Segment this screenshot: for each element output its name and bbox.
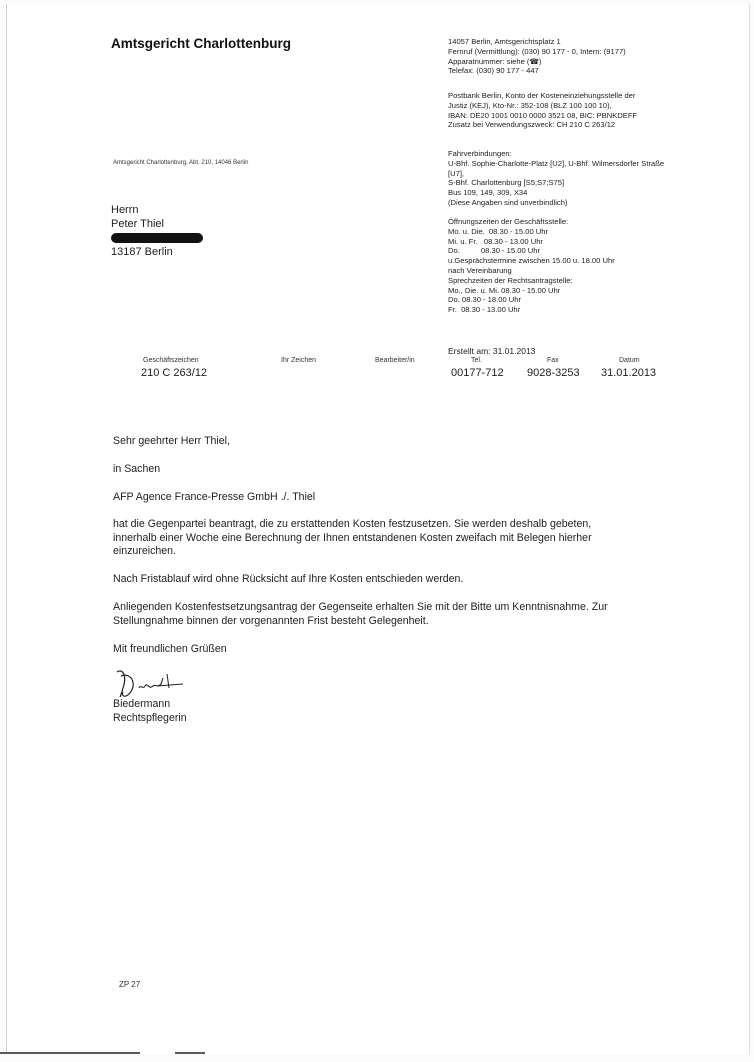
info-line: Justiz (KEJ), Kto-Nr.: 352-108 (BLZ 100 100 10), <box>448 100 612 110</box>
info-line: Zusatz bei Verwendungszweck: CH 210 C 263/12 <box>448 120 616 130</box>
info-line: Telefax: (030) 90 177 - 447 <box>448 66 539 76</box>
info-line: Mo. u. Die. 08.30 - 15.00 Uhr <box>448 226 549 236</box>
recipient-salutation: Herrn <box>111 204 139 216</box>
info-line: IBAN: DE20 1001 0010 0000 3521 08, BIC: PBNKDEFF <box>448 110 638 120</box>
info-line: Apparatnummer: siehe (☎) <box>448 56 542 66</box>
info-line: U-Bhf. Sophie-Charlotte-Platz [U2], U-Bhf. Wilmersdorfer Straße <box>448 158 665 168</box>
paragraph-enclosure <box>113 601 608 628</box>
info-line: nach Vereinbarung <box>448 265 512 275</box>
recipient-address <box>111 203 203 259</box>
info-line: S-Bhf. Charlottenburg [S5;S7;S75] <box>448 178 565 188</box>
paragraph-line: hat die Gegenpartei beantragt, die zu erstattenden Kosten festzusetzen. Sie werden deshalb gebeten, <box>113 518 592 530</box>
closing: Mit freundlichen Grüßen <box>113 643 227 655</box>
opening-hours-block <box>448 217 615 315</box>
label-case-number: Geschäftszeichen <box>143 357 199 364</box>
info-line: Fernruf (Vermittlung): (030) 90 177 - 0, Intern: (9177) <box>448 46 626 56</box>
label-clerk: Bearbeiter/in <box>375 357 415 364</box>
label-date: Datum <box>619 357 640 364</box>
letter-page <box>6 4 750 1054</box>
paragraph-line: Anliegenden Kostenfestsetzungsantrag der Gegenseite erhalten Sie mit der Bitte um Kenntnisnahme. Zur <box>113 601 608 613</box>
court-address-block <box>448 37 626 76</box>
paragraph-line: innerhalb einer Woche eine Berechnung der Ihnen entstandenen Kosten zweifach mit Belegen hierher <box>113 531 592 544</box>
signer-name: Biedermann <box>113 698 171 710</box>
recipient-street-redacted <box>111 231 203 245</box>
matter-intro: in Sachen <box>113 463 161 475</box>
recipient-city: 13187 Berlin <box>111 246 173 258</box>
label-your-reference: Ihr Zeichen <box>281 357 317 364</box>
info-line: Sprechzeiten der Rechtsantragstelle: <box>448 275 573 285</box>
scan-edge-line <box>0 1052 140 1054</box>
case-number: 210 C 263/12 <box>141 367 208 379</box>
info-line: Bus 109, 149, 309, X34 <box>448 188 528 198</box>
handwritten-signature-icon <box>111 666 211 702</box>
info-line: Do. 08.30 - 18.00 Uhr <box>448 295 522 305</box>
info-line: Fr. 08.30 - 13.00 Uhr <box>448 305 521 315</box>
info-line: Fahrverbindungen: <box>448 149 512 158</box>
travel-connections-block <box>448 149 664 208</box>
info-line: u.Gesprächstermine zwischen 15.00 u. 18.00 Uhr <box>448 256 615 266</box>
matter-title: AFP Agence France-Presse GmbH ./. Thiel <box>113 491 316 503</box>
signer-title: Rechtspflegerin <box>113 712 187 724</box>
info-line: Mo., Die. u. Mi. 08.30 - 15.00 Uhr <box>448 285 561 295</box>
paragraph-cost-request <box>113 518 592 559</box>
info-line: Öffnungszeiten der Geschäftsstelle: <box>448 217 569 226</box>
info-line: Postbank Berlin, Konto der Kosteneinziehungsstelle der <box>448 91 636 100</box>
info-line: Do. 08.30 - 15.00 Uhr <box>448 246 541 256</box>
paragraph-deadline: Nach Fristablauf wird ohne Rücksicht auf Ihre Kosten entschieden werden. <box>113 573 464 585</box>
scan-edge-line <box>175 1052 205 1054</box>
recipient-name: Peter Thiel <box>111 218 164 230</box>
label-fax: Fax <box>547 357 559 364</box>
created-date: Erstellt am: 31.01.2013 <box>448 346 536 356</box>
redaction-bar <box>111 233 203 243</box>
paragraph-line: Stellungnahme binnen der vorgenannten Frist besteht Gelegenheit. <box>113 614 429 627</box>
form-code: ZP 27 <box>119 980 141 989</box>
paragraph-line: einzureichen. <box>113 545 177 557</box>
info-line: Mi. u. Fr. 08.30 - 13.00 Uhr <box>448 236 543 246</box>
info-line: 14057 Berlin, Amtsgerichtsplatz 1 <box>448 37 561 46</box>
fax-extension: 9028-3253 <box>527 367 580 379</box>
info-line: (Diese Angaben sind unverbindlich) <box>448 197 568 207</box>
phone-extension: 00177-712 <box>451 367 504 379</box>
sender-return-address: Amtsgericht Charlottenburg, Abt. 210, 14046 Berlin <box>113 160 249 166</box>
bank-details-block <box>448 91 637 130</box>
label-tel: Tel. <box>471 357 482 364</box>
greeting: Sehr geehrter Herr Thiel, <box>113 435 230 447</box>
letter-date: 31.01.2013 <box>601 367 657 379</box>
court-title: Amtsgericht Charlottenburg <box>111 36 292 51</box>
info-line: [U7], <box>448 168 465 178</box>
